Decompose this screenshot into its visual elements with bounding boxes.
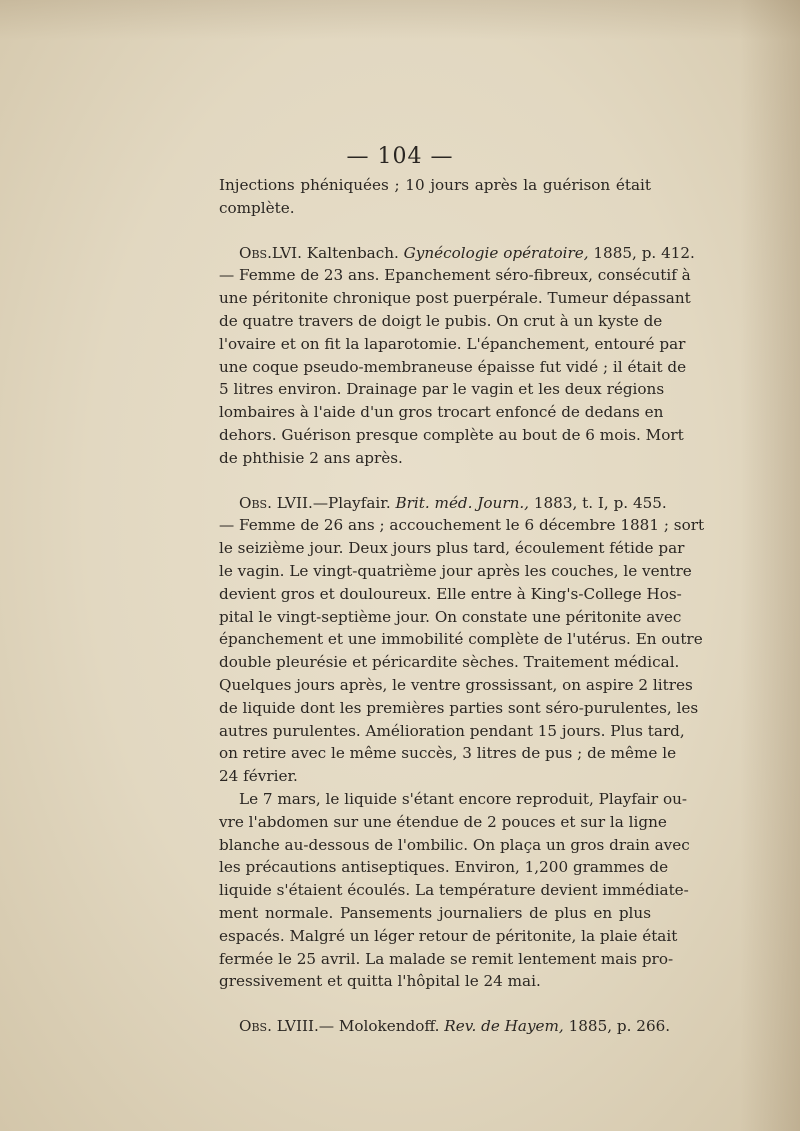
obs-author: Kaltenbach. (301, 243, 404, 262)
text-line: lombaires à l'aide d'un gros trocart enfoncé de dedans en (219, 403, 664, 422)
page-number: — 104 — (346, 144, 454, 169)
text-line: l'ovaire et on fit la laparotomie. L'épanchement, entouré par (219, 334, 686, 353)
observation-heading (219, 492, 667, 515)
text-line: le vagin. Le vingt-quatrième jour après les couches, le ventre (219, 561, 692, 580)
obs-number: LVI. (271, 243, 302, 262)
text-line: — Femme de 26 ans ; accouchement le 6 décembre 1881 ; sort (219, 516, 705, 535)
obs-journal: Brit. méd. Journ., (395, 493, 530, 512)
paragraph-continuation (219, 174, 651, 220)
text-line: une péritonite chronique post puerpérale. Tumeur dépassant (219, 289, 691, 308)
text-line: autres purulentes. Amélioration pendant 15 jours. Plus tard, (219, 721, 685, 740)
text-line: épanchement et une immobilité complète de l'utérus. En outre (219, 630, 703, 649)
text-line: complète. (219, 198, 295, 217)
text-line: 5 litres environ. Drainage par le vagin et les deux régions (219, 380, 665, 399)
text-line: les précautions antiseptiques. Environ, 1,200 grammes de (219, 858, 669, 877)
obs-citation: 1885, p. 412. (588, 243, 695, 262)
text-line: de liquide dont les premières parties sont séro-purulentes, les (219, 698, 699, 717)
page-shadow-right (740, 0, 800, 1131)
obs-label: Obs. (239, 1017, 272, 1036)
text-line: vre l'abdomen sur une étendue de 2 pouces et sur la ligne (219, 812, 667, 831)
page-shadow-top (0, 0, 800, 40)
obs-label: Obs. (239, 493, 272, 512)
text-line: Quelques jours après, le ventre grossissant, on aspire 2 litres (219, 675, 693, 694)
text-line: devient gros et douloureux. Elle entre à King's-College Hos- (219, 584, 682, 603)
body-text (219, 174, 705, 1038)
obs-journal: Gynécologie opératoire, (403, 243, 589, 262)
text-line: blanche au-dessous de l'ombilic. On plaça un gros drain avec (219, 835, 690, 854)
text-line: espacés. Malgré un léger retour de péritonite, la plaie était (219, 926, 678, 945)
text-line: — Femme de 23 ans. Epanchement séro-fibreux, consécutif à (219, 266, 691, 285)
text-line: de phthisie 2 ans après. (219, 448, 403, 467)
text-line: ment normale. Pansements journaliers de plus en plus (219, 903, 651, 922)
text-line: double pleurésie et péricardite sèches. Traitement médical. (219, 653, 680, 672)
paragraph-playfair-operation (219, 788, 690, 993)
text-line: Injections phéniquées ; 10 jours après la guérison était (219, 176, 651, 194)
text-line: dehors. Guérison presque complète au bout de 6 mois. Mort (219, 425, 684, 444)
text-line: 24 février. (219, 767, 298, 786)
obs-number: LVII. (276, 493, 313, 512)
observation-lvii (219, 492, 705, 788)
observation-lvi (219, 242, 695, 470)
obs-citation: 1883, t. I, p. 455. (529, 493, 667, 512)
text-line: Le 7 mars, le liquide s'étant encore reproduit, Playfair ou- (239, 789, 688, 808)
obs-author: — Molokendoff. (318, 1017, 445, 1036)
text-line: une coque pseudo-membraneuse épaisse fut vidé ; il était de (219, 357, 687, 376)
text-line: on retire avec le même succès, 3 litres de pus ; de même le (219, 744, 677, 763)
text-line: de quatre travers de doigt le pubis. On crut à un kyste de (219, 311, 663, 330)
text-line: pital le vingt-septième jour. On constate une péritonite avec (219, 607, 682, 626)
observation-lviii (219, 1015, 671, 1038)
observation-heading (219, 242, 695, 265)
obs-label: Obs. (239, 243, 272, 262)
text-line: gressivement et quitta l'hôpital le 24 mai. (219, 972, 541, 991)
observation-heading (219, 1015, 671, 1038)
obs-author: —Playfair. (312, 493, 396, 512)
text-line: liquide s'étaient écoulés. La température devient immédiate- (219, 881, 689, 900)
text-line: fermée le 25 avril. La malade se remit lentement mais pro- (219, 949, 674, 968)
obs-number: LVIII. (276, 1017, 319, 1036)
obs-citation: 1885, p. 266. (563, 1017, 671, 1036)
obs-journal: Rev. de Hayem, (444, 1017, 564, 1036)
text-line: le seizième jour. Deux jours plus tard, écoulement fétide par (219, 539, 685, 558)
